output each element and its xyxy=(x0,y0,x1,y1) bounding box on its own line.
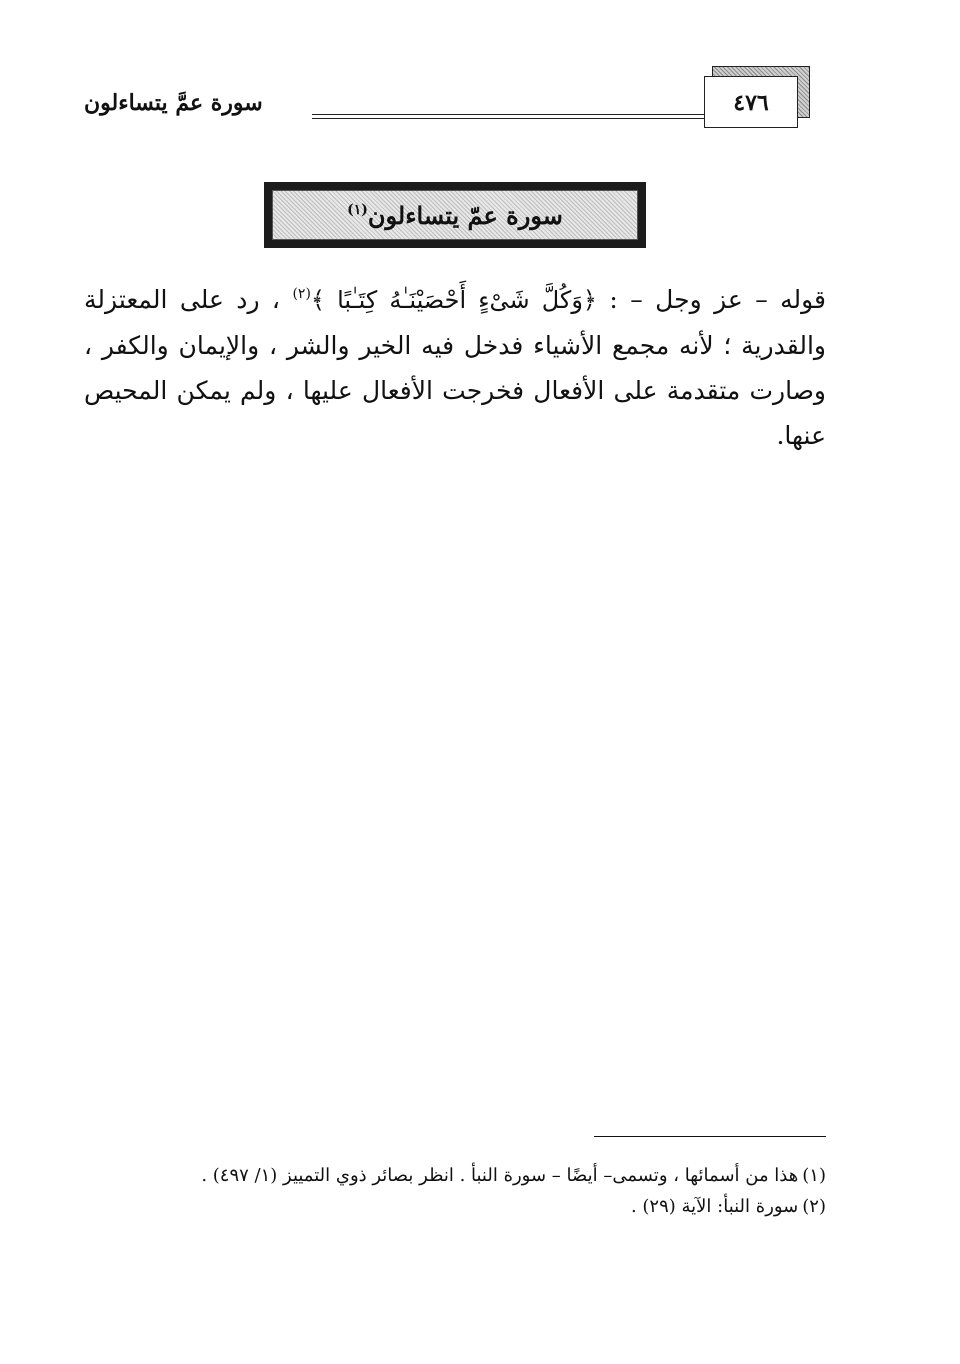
footnote-text: هذا من أسمائها ، وتسمى– أيضًا – سورة النبأ . انظر بصائر ذوي التمييز (١/ ٤٩٧) . xyxy=(201,1165,799,1186)
footnote-1 xyxy=(84,1160,826,1191)
footnotes xyxy=(84,1160,826,1222)
footnote-2 xyxy=(84,1191,826,1222)
surah-title xyxy=(273,201,637,230)
surah-title-background xyxy=(272,190,638,240)
surah-title-text: سورة عمّ يتساءلون xyxy=(367,201,563,230)
surah-title-footnote-ref: (١) xyxy=(347,202,368,218)
body-commentary: ، رد على المعتزلة والقدرية ؛ لأنه مجمع الأشياء فدخل فيه الخير والشر ، والإيمان والكفر ، وصارت متقدمة على الأفعال فخرجت الأفعال عليها ، ولم يمكن المحيص عنها. xyxy=(84,285,826,450)
body-intro: قوله – عز وجل – : xyxy=(597,285,827,314)
body-paragraph xyxy=(84,272,826,458)
page-number: ٤٧٦ xyxy=(704,76,798,128)
quran-quote: ﴿وَكُلَّ شَىْءٍ أَحْصَيْنَـٰهُ كِتَـٰبًا ﴾ xyxy=(310,286,597,314)
footnote-number: (٢) xyxy=(802,1196,826,1217)
footnote-rule xyxy=(594,1136,826,1137)
header-rule xyxy=(312,114,704,119)
footnote-number: (١) xyxy=(802,1165,826,1186)
surah-title-box xyxy=(264,182,646,248)
running-title: سورة عمَّ يتساءلون xyxy=(84,90,263,116)
body-footnote-ref: (٢) xyxy=(292,286,311,302)
footnote-text: سورة النبأ: الآية (٢٩) . xyxy=(630,1196,799,1217)
